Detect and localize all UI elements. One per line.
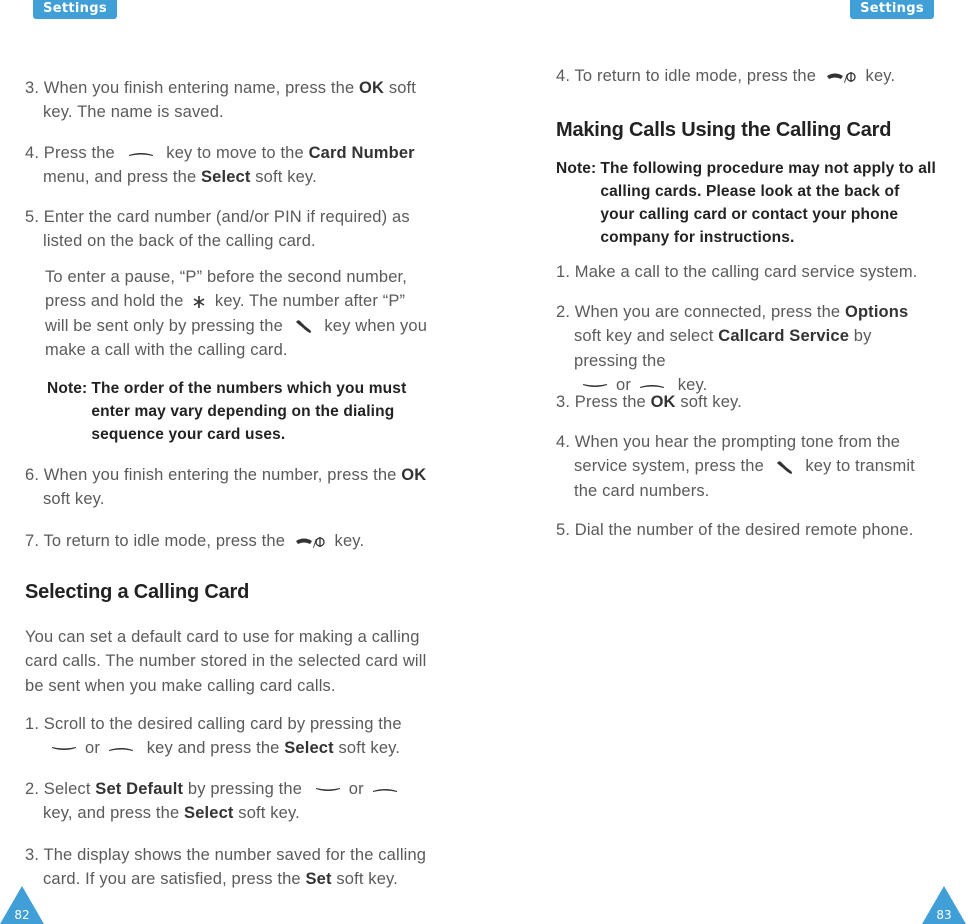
send-key-icon: [294, 318, 314, 334]
step-5: 5. Enter the card number (and/or PIN if required) as listed on the back of the calling card.: [25, 208, 410, 251]
text: key, and press the: [43, 804, 185, 823]
text: key.: [672, 375, 708, 394]
call-step-5: 5. Dial the number of the desired remote phone.: [556, 521, 914, 539]
text: 4. Press the: [25, 144, 120, 162]
pause-paragraph: [25, 265, 430, 362]
text: soft key.: [333, 739, 401, 758]
note: [556, 157, 936, 249]
nav-key-icon: [128, 150, 154, 158]
step-4: [556, 64, 936, 88]
select-step-2: [25, 777, 430, 826]
text: key to transmit the card numbers.: [574, 457, 915, 500]
end-power-key-icon: [295, 534, 325, 550]
left-select-step-1: [25, 712, 430, 761]
bold-text: Callcard Service: [718, 327, 850, 346]
text: key when you make a call with the calling card.: [45, 316, 428, 359]
nav-key-icon: [639, 382, 665, 390]
left-step-6: [25, 463, 430, 512]
call-step-3: [556, 390, 936, 414]
svg-text:/: /: [843, 71, 848, 85]
note: [47, 377, 417, 446]
text: key. The number after “P” will be sent only by pressing the: [45, 292, 406, 335]
section-title: Selecting a Calling Card: [25, 581, 250, 603]
send-key-icon: [775, 459, 795, 475]
right-call-step-5: [556, 518, 936, 542]
text: soft key and select: [574, 327, 719, 346]
left-step-5: [25, 205, 430, 254]
note-label: Note:: [556, 160, 597, 177]
nav-key-icon: [582, 382, 608, 390]
text: soft key.: [43, 490, 105, 509]
left-section-intro: [25, 625, 430, 698]
right-call-step-1: [556, 260, 936, 284]
bold-text: Select: [184, 804, 234, 823]
text: or: [616, 375, 631, 394]
left-step-4: [25, 141, 430, 190]
nav-key-icon: [51, 745, 77, 753]
end-power-key-icon: [826, 69, 856, 85]
text: 1. Scroll to the desired calling card by pressing the: [25, 715, 402, 733]
text: 4. To return to idle mode, press the: [556, 67, 821, 85]
text: by pressing the: [574, 327, 872, 370]
right-call-step-2: [556, 300, 936, 397]
right-step-4: [556, 64, 936, 88]
step-6: [25, 463, 430, 512]
text: soft key.: [250, 168, 317, 187]
text: by pressing the: [183, 780, 307, 798]
text: soft key. The name is saved.: [43, 79, 417, 122]
left-select-step-3: [25, 843, 430, 892]
bold-text: OK: [401, 466, 427, 484]
text: 3. When you finish entering name, press the: [25, 79, 360, 97]
bold-text: Set: [305, 870, 332, 889]
left-section: [25, 580, 430, 604]
bold-text: Select: [284, 739, 334, 758]
text: menu, and press the: [43, 168, 202, 187]
header-tab: Settings: [850, 0, 934, 19]
right-call-step-4: [556, 430, 936, 503]
call-step-4: [556, 430, 936, 503]
text: 2. When you are connected, press the: [556, 303, 845, 321]
text: 6. When you finish entering the number, press the: [25, 466, 402, 484]
star-key-icon: [192, 295, 206, 309]
step-3: [25, 76, 430, 125]
nav-key-icon: [108, 745, 134, 753]
text: To enter a pause, “P” before the second number, press and hold the: [45, 268, 408, 311]
text: or: [348, 780, 364, 798]
page-number: 82: [14, 908, 30, 922]
left-select-step-2: [25, 777, 430, 826]
bold-text: Card Number: [308, 144, 415, 162]
text: key.: [329, 532, 365, 550]
step-4: [25, 141, 430, 190]
right-note: [556, 157, 936, 249]
text: 4. When you hear the prompting tone from the service system, press the: [556, 433, 901, 476]
svg-text:/: /: [312, 536, 317, 550]
text: key and press the: [141, 739, 285, 758]
bold-text: Set Default: [95, 780, 184, 798]
call-step-1: 1. Make a call to the calling card service system.: [556, 263, 918, 281]
right-section: [556, 118, 936, 142]
call-step-2: [556, 300, 936, 397]
text: or: [85, 739, 100, 758]
step-7: [25, 529, 430, 553]
text: 7. To return to idle mode, press the: [25, 532, 290, 550]
right-page: [484, 0, 968, 924]
bold-text: Select: [201, 168, 251, 187]
header-tab: Settings: [33, 0, 117, 19]
left-steps: [25, 76, 430, 125]
nav-key-icon: [372, 786, 398, 794]
text: key.: [860, 67, 896, 85]
bold-text: OK: [359, 79, 385, 97]
page-number: 83: [936, 908, 952, 922]
nav-key-icon: [315, 786, 341, 794]
select-step-1: [25, 712, 430, 761]
note-label: Note:: [47, 380, 88, 397]
note-text: The following procedure may not apply to all calling cards. Please look at the back of your calling card or contact your phone company for instructions.: [600, 160, 936, 246]
bold-text: OK: [650, 393, 676, 411]
bold-text: Options: [844, 303, 909, 321]
left-step-7: [25, 529, 430, 553]
text: 3. The display shows the number saved for the calling card. If you are satisfied, press the: [25, 846, 427, 889]
left-pause-info: [25, 265, 430, 362]
note-text: The order of the numbers which you must enter may vary depending on the dialing sequence your card uses.: [91, 380, 407, 443]
text: soft key.: [233, 804, 300, 823]
select-step-3: [25, 843, 430, 892]
section-title: Making Calls Using the Calling Card: [556, 119, 892, 141]
text: key to move to the: [161, 144, 309, 162]
text: soft key.: [675, 393, 742, 411]
section-intro: You can set a default card to use for making a calling card calls. The number stored in the selected card will be sent when you make calling card calls.: [25, 628, 427, 695]
right-call-step-3: [556, 390, 936, 414]
left-note: [47, 377, 417, 446]
text: 3. Press the: [556, 393, 651, 411]
text: 2. Select: [25, 780, 96, 798]
text: soft key.: [331, 870, 398, 889]
